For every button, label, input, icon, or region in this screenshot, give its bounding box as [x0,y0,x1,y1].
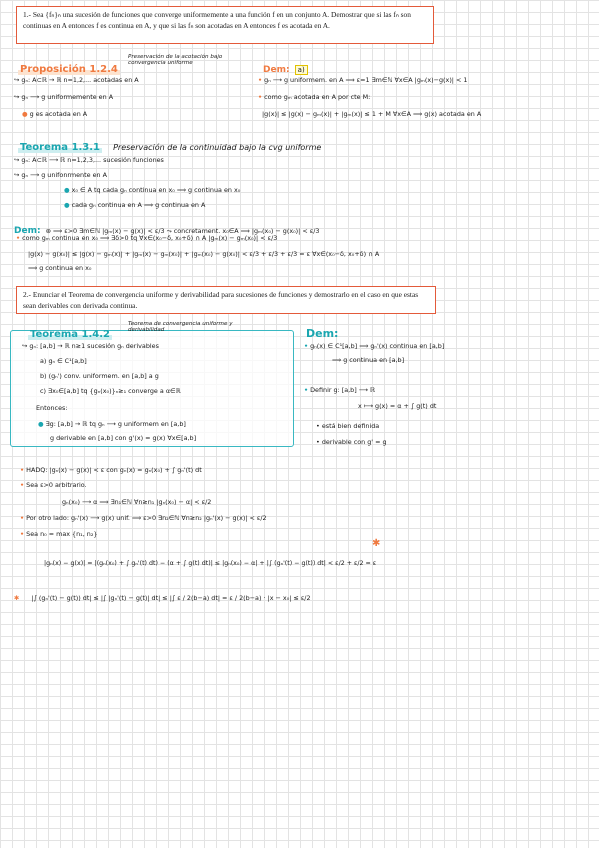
bullet-icon: • [304,342,309,350]
thm142-title-row [28,322,112,341]
prop-title-row [18,57,120,76]
dem3-r1: gₙ(x) ∈ C¹[a,b] ⟹ gₙ'(x) continua en [a,b] [310,342,445,350]
dem3-r2: ⟹ g continua en [a,b] [332,356,405,364]
exercise-2-box [16,286,436,314]
thm142-cond-b: b) (gₙ') conv. uniformem. en [a,b] a g [40,372,159,380]
exercise-1-text: Sea {fₙ}ₙ una sucesión de funciones que converge uniformemente a una función f en un conjunto A. Demostrar que si las fₙ son continuas en A entonces f es continua en A, y que si las fₙ son acotadas en A entonces f es acotada en A. [23,10,411,30]
dem3-r5-row [316,422,379,430]
dem-a-line-3: |g(x)| ≤ |g(x) − gₘ(x)| + |gₘ(x)| ≤ 1 + M ∀x∈A ⟹ g(x) acotada en A [262,110,482,118]
thm131-line-1: ↪ gₙ: A⊂ℝ ⟶ ℝ n=1,2,3,... sucesión funciones [14,156,164,164]
dem2-label: Dem: [14,226,41,236]
thm131-line-2: ↪ gₙ ⟶ g unifonrmente en A [14,171,107,179]
dem-a-line-2: como gₘ acotada en A por cte M: [264,93,371,101]
dem3-r6: derivable con g' = g [321,438,387,446]
exercise-1-box [16,6,434,44]
bullet-icon: ● [38,420,44,428]
thm142-note: Teorema de convergencia uniforme y derivabilidad [128,321,233,333]
dem3-r6-row [316,438,387,446]
dem-a-line-2-row [258,93,370,101]
dem3-r5: está bien definida [321,422,380,430]
thm142-cond-a: a) gₙ ∈ C¹[a,b] [40,357,87,365]
dem3-label: Dem: [306,327,339,340]
thm142-line-1: ↪ gₙ: [a,b] → ℝ n≥1 sucesión gₙ derivables [22,342,159,350]
dem2-line-2: como gₘ continua en x₀ ⟹ ∃δ>0 tq ∀x∈(x₀−δ, x₀+δ) ∩ A |gₘ(x) − gₘ(x₀)| < ε/3 [22,234,278,242]
dem-a-label: Dem: [263,65,290,75]
prop-line-1: ↪ gₙ: A⊂ℝ → ℝ n=1,2,... acotadas en A [14,76,139,84]
dem2-line-3: |g(x) − g(x₀)| ≤ |g(x) − gₘ(x)| + |gₘ(x) − gₘ(x₀)| + |gₘ(x₀) − g(x₀)| < ε/3 + ε/3 + ε/3 = ε ∀x∈(x₀−δ, x₀+δ) ∩ A [28,250,380,258]
exercise-1-label: 1.- [23,10,32,19]
dem3-r1-row [304,342,444,350]
bullet-icon: • [316,422,320,430]
thm142-title: Teorema 1.4.2 [30,329,110,340]
bullet-icon: • [304,386,309,394]
star-icon-1: ✱ [372,538,381,549]
bullet-icon: • [258,93,263,101]
thm131-title-row [18,135,321,154]
bullet-icon: ● [64,201,70,209]
dem2-line-1: ⊛ ⟹ ε>0 ∃m∈ℕ |gₘ(x) − g(x)| < ε/3 ⤳ concretament. x₀∈A ⟹ |gₘ(x₀) − g(x₀)| < ε/3 [45,227,320,235]
dem3-title-row [306,322,338,341]
exercise-2-label: 2.- [23,290,32,299]
dem3-r4: x ⟼ g(x) = α + ∫ g(t) dt [358,402,437,410]
thm131-title: Teorema 1.3.1 [20,142,100,153]
prop-note: Preservación de la acotación bajo convergencia uniforme [128,54,223,66]
bullet-icon: • [258,76,263,84]
dem-a-line-1-row [258,76,467,84]
thm142-concl-1-row [38,420,186,428]
dem-a-title-row [263,57,308,76]
dem-a-line-1: gₙ ⟶ g uniformem. en A ⟹ ε=1 ∃m∈ℕ ∀x∈A |gₘ(x)−g(x)| < 1 [264,76,468,84]
proof-line-3: gₙ(x₀) ⟶ α ⟹ ∃n₁∈ℕ ∀n≥n₁ |gₙ(x₀) − α| < ε/2 [62,498,212,506]
exercise-2-text: Enunciar el Teorema de convergencia uniforme y derivabilidad para sucesiones de funciones y demostrarlo en el caso en que estas sean derivables con derivada continua. [23,290,419,310]
proof-line-4-row [20,514,267,522]
dem3-r3: Definir g: [a,b] ⟶ ℝ [310,386,376,394]
bullet-icon: • [16,234,21,242]
thm131-line-4: cada gₙ continua en A ⟹ g continua en A [71,201,206,209]
dem2-line-2-row [16,234,277,242]
proof-line-1: HADQ: |gₙ(x) − g(x)| < ε con gₙ(x) = gₙ(x₀) + ∫ gₙ'(t) dt [26,466,202,474]
proof-line-1-row [20,466,202,474]
bullet-icon: • [20,514,25,522]
proof-line-4: Por otro lado: gₙ'(x) ⟶ g(x) unif. ⟹ ε>0 ∃n₂∈ℕ ∀n≥n₂ |gₙ'(x) − g(x)| < ε/2 [26,514,267,522]
thm131-line-3: x₀ ∈ A tq cada gₙ continua en x₀ ⟹ g continua en x₀ [71,186,241,194]
proof-line-2-row [20,481,87,489]
bullet-icon: • [20,530,25,538]
prop-line-2: ↪ gₙ ⟶ g uniformemente en A [14,93,114,101]
prop-line-3-row [22,110,87,118]
proof-line-5: Sea n₀ = max {n₁, n₂} [26,530,98,538]
bullet-icon: • [316,438,320,446]
proof-line-7: |∫ (gₙ'(t) − g(t)) dt| ≤ |∫ |gₙ'(t) − g(t)| dt| ≤ |∫ ε / 2(b−a) dt| = ε / 2(b−a) · |x − x₀| ≤ ε/2 [31,594,311,602]
thm142-entonces: Entonces: [36,404,68,412]
thm142-concl-1: ∃g: [a,b] → ℝ tq gₙ ⟶ g uniformem en [a,b] [45,420,186,428]
bullet-icon: ● [22,110,28,118]
bullet-icon: • [20,481,25,489]
thm131-line-3-row [64,186,240,194]
proof-line-7-row [14,594,311,602]
star-icon-2: ✱ [14,594,20,602]
dem2-line-4: ⟹ g continua en x₀ [28,264,92,272]
prop-line-3: g es acotada en A [29,110,88,118]
proof-line-6: |gₙ(x) − g(x)| = |(gₙ(x₀) + ∫ gₙ'(t) dt) − (α + ∫ g(t) dt)| ≤ |gₙ(x₀) − α| + |∫ (gₙ'(t) − g(t)) dt| < ε/2 + ε/2 = ε [44,560,377,567]
thm142-concl-2: g derivable en [a,b] con g'(x) = g(x) ∀x∈[a,b] [50,434,197,442]
dem3-r3-row [304,386,375,394]
dem-a-part: a) [295,65,308,75]
thm142-cond-c: c) ∃x₀∈[a,b] tq {gₙ(x₀)}ₙ≥₁ converge a α∈ℝ [40,387,181,395]
thm131-line-4-row [64,201,205,209]
prop-title: Proposición 1.2.4 [20,64,118,75]
bullet-icon: ● [64,186,70,194]
proof-line-2: Sea ε>0 arbitrario. [26,481,87,489]
thm131-heading: Preservación de la continuidad bajo la cvg uniforme [113,143,322,152]
proof-line-5-row [20,530,97,538]
bullet-icon: • [20,466,25,474]
